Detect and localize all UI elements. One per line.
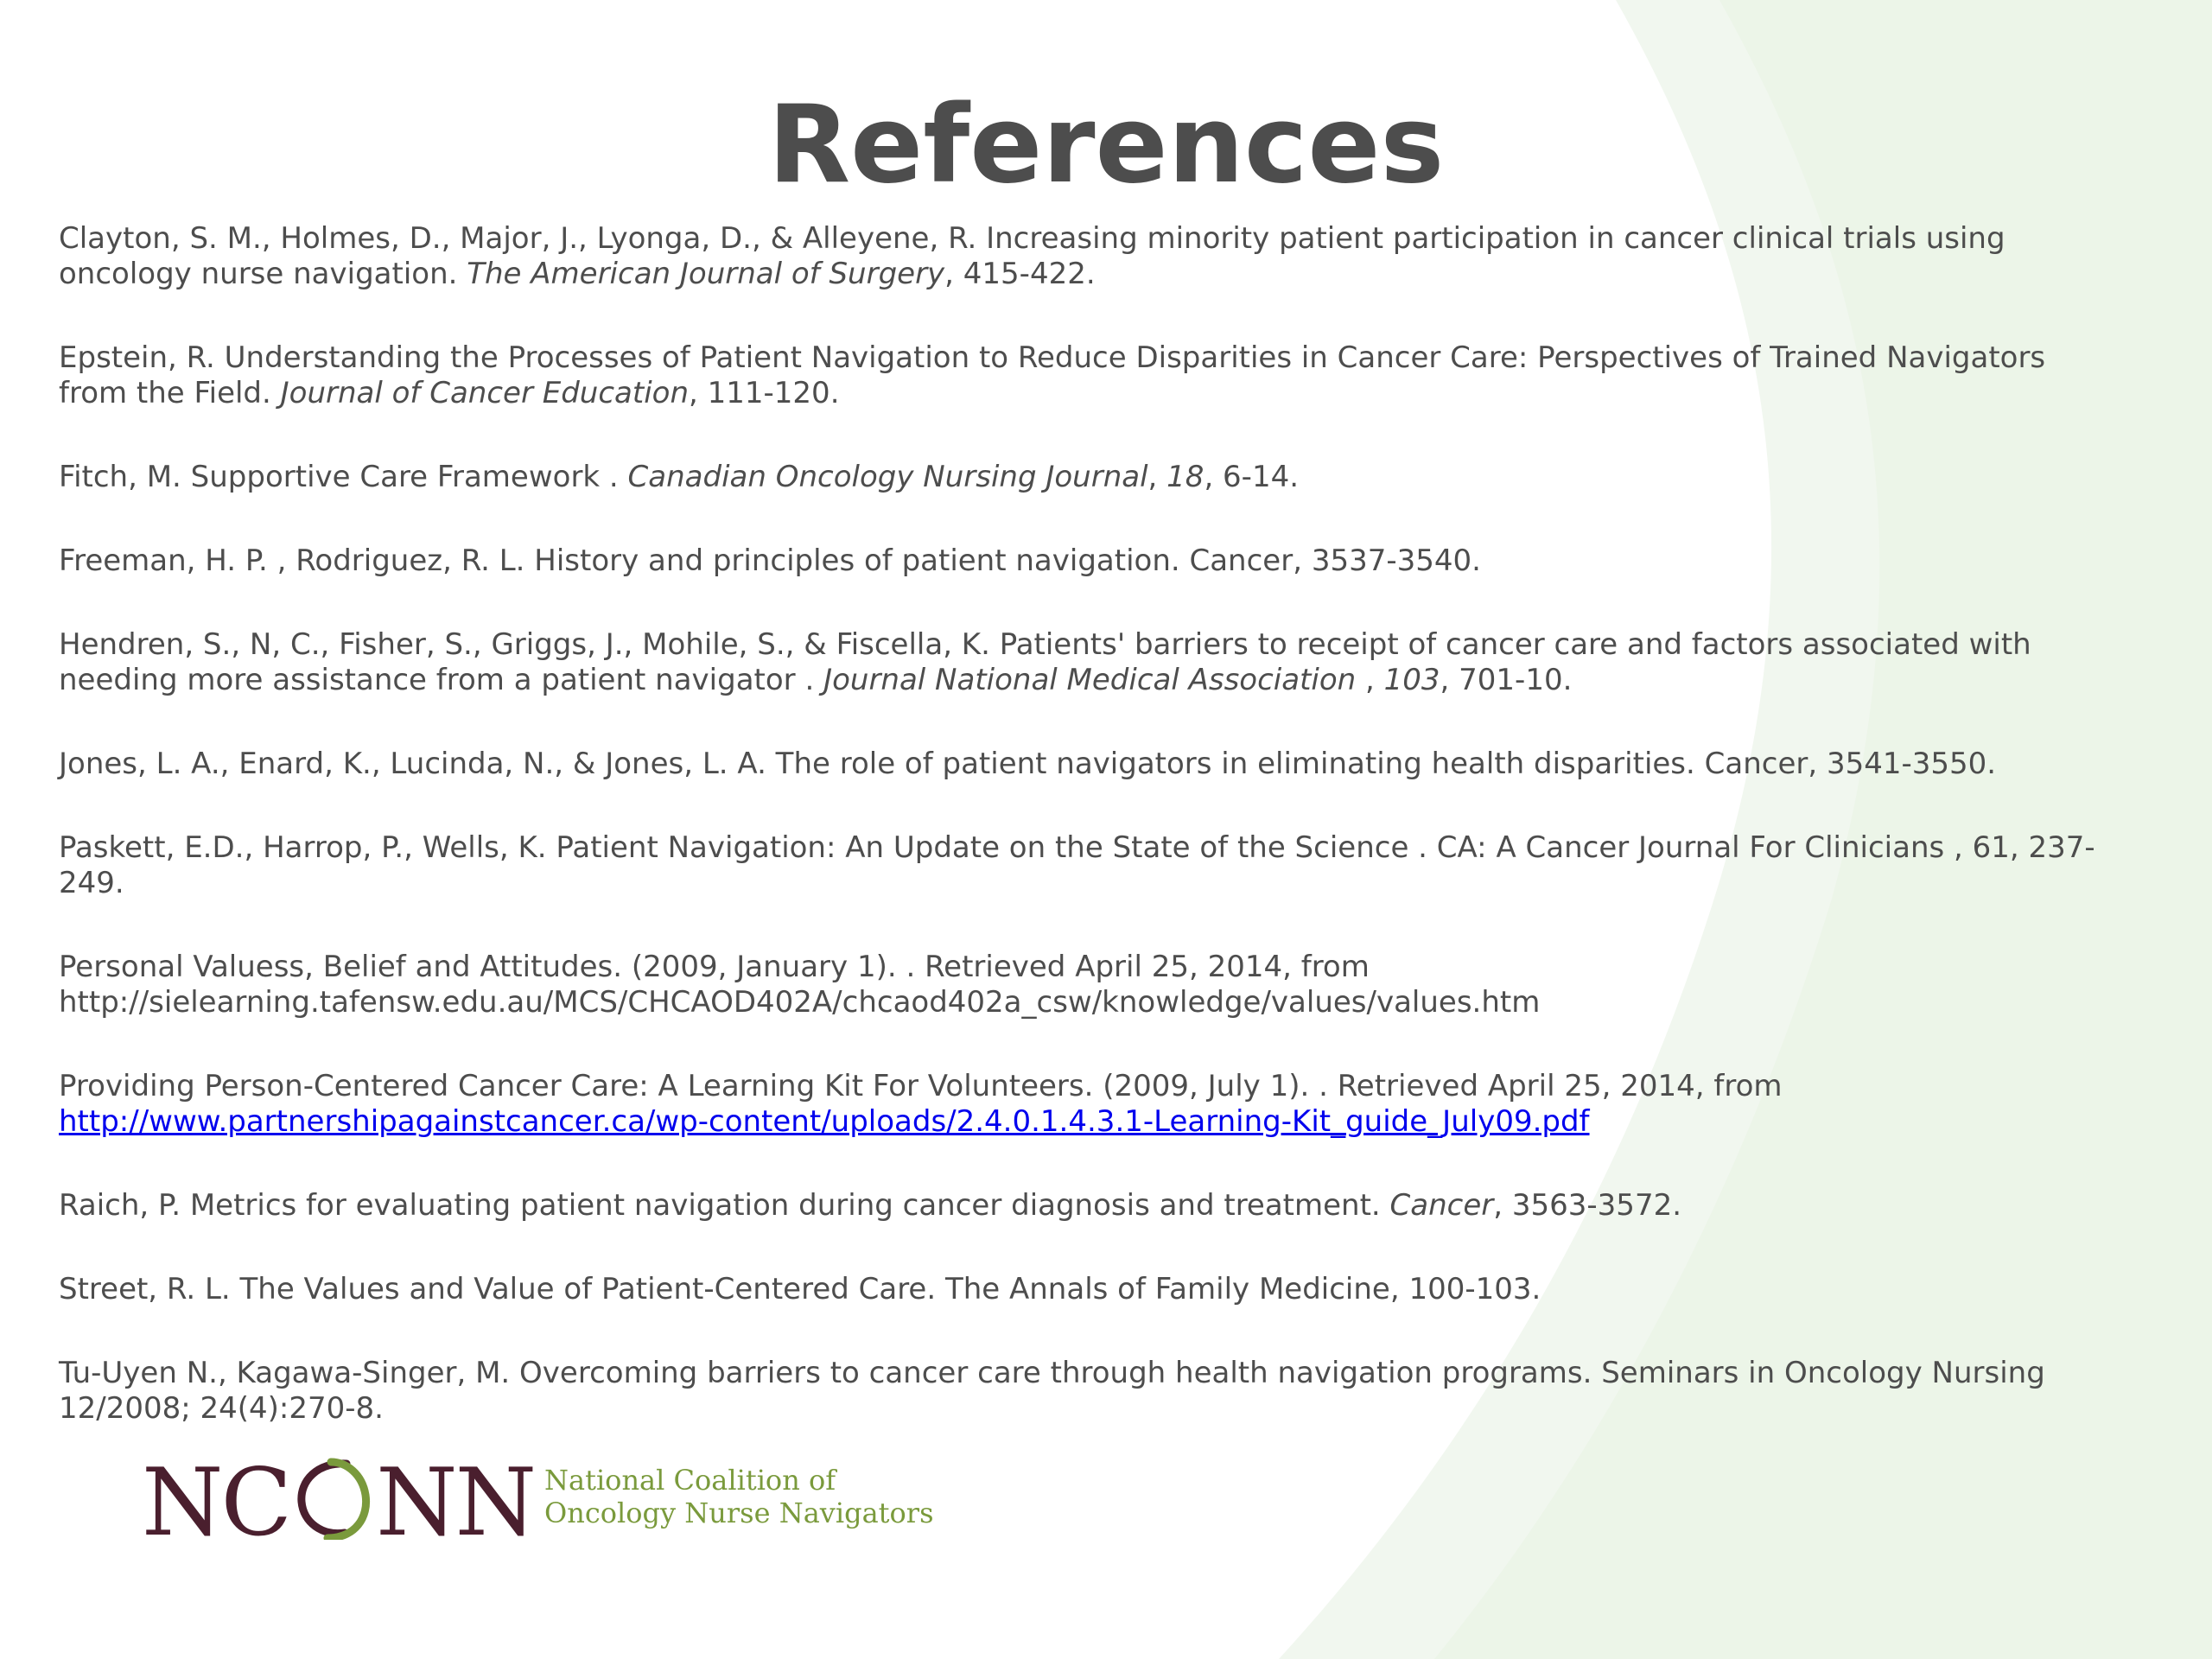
- reference-item: [59, 1188, 2098, 1224]
- reference-item: [59, 1069, 2098, 1140]
- reference-volume: 103: [1383, 663, 1440, 697]
- reference-text: Hendren, S., N, C., Fisher, S., Griggs, J., Mohile, S., & Fiscella, K. Patients' barriers to receipt of cancer care and factors associated with needing more assistance from a patient navigator .: [59, 627, 2031, 697]
- reference-pages: , 701-10.: [1440, 663, 1573, 697]
- reference-text: Personal Valuess, Belief and Attitudes. (2009, January 1). . Retrieved April 25, 2014, from http://sielearning.tafensw.edu.au/MCS/CHCAOD402A/chcaod402a_csw/knowledge/values/values.htm: [59, 950, 1541, 1020]
- reference-item: [59, 627, 2098, 698]
- reference-text: Clayton, S. M., Holmes, D., Major, J., Lyonga, D., & Alleyene, R. Increasing minority patient participation in cancer clinical trials using oncology nurse navigation.: [59, 221, 2005, 291]
- reference-pages: , 415-422.: [944, 257, 1096, 291]
- reference-item: [59, 1356, 2098, 1427]
- reference-text: Paskett, E.D., Harrop, P., Wells, K. Patient Navigation: An Update on the State of the Science . CA: A Cancer Journal For Clinicians , 61, 237-249.: [59, 830, 2095, 900]
- reference-text: Tu-Uyen N., Kagawa-Singer, M. Overcoming barriers to cancer care through health navigation programs. Seminars in Oncology Nursing 12/2008; 24(4):270-8.: [59, 1356, 2045, 1426]
- nconn-logo: [142, 1449, 934, 1557]
- reference-item: [59, 543, 2098, 579]
- reference-text: Fitch, M. Supportive Care Framework .: [59, 460, 628, 494]
- logo-organization-name: [544, 1464, 934, 1529]
- reference-pages: , 6-14.: [1204, 460, 1300, 494]
- references-list: [59, 221, 2098, 1475]
- logo-wordmark: [142, 1449, 535, 1557]
- reference-separator: ,: [1365, 663, 1384, 697]
- logo-name-line-2: Oncology Nurse Navigators: [544, 1497, 934, 1529]
- reference-pages: , 111-120.: [689, 376, 840, 410]
- reference-item: [59, 1272, 2098, 1307]
- reference-item: [59, 340, 2098, 411]
- reference-item: [59, 830, 2098, 901]
- reference-text: Jones, L. A., Enard, K., Lucinda, N., & Jones, L. A. The role of patient navigators in eliminating health disparities. Cancer, 3541-3550.: [59, 747, 1997, 781]
- logo-mark-left: NC: [142, 1449, 290, 1557]
- reference-separator: ,: [1147, 460, 1167, 494]
- slide-title: References: [767, 83, 1445, 207]
- reference-pages: , 3563-3572.: [1493, 1188, 1682, 1223]
- reference-volume: 18: [1166, 460, 1205, 494]
- reference-text: Providing Person-Centered Cancer Care: A Learning Kit For Volunteers. (2009, July 1). . Retrieved April 25, 2014, from: [59, 1069, 1783, 1103]
- reference-item: [59, 747, 2098, 782]
- reference-item: [59, 221, 2098, 292]
- reference-text: Epstein, R. Understanding the Processes of Patient Navigation to Reduce Disparities in Cancer Care: Perspectives of Trained Navigators from the Field.: [59, 340, 2046, 410]
- reference-journal: Cancer: [1389, 1188, 1494, 1223]
- logo-name-line-1: National Coalition of: [544, 1464, 836, 1497]
- reference-text: Freeman, H. P. , Rodriguez, R. L. History and principles of patient navigation. Cancer, 3537-3540.: [59, 543, 1481, 578]
- logo-ring-icon: [293, 1455, 372, 1540]
- reference-journal: Journal National Medical Association: [823, 663, 1366, 697]
- logo-mark-right: NN: [376, 1449, 535, 1557]
- reference-item: [59, 460, 2098, 495]
- reference-text: Street, R. L. The Values and Value of Patient-Centered Care. The Annals of Family Medicine, 100-103.: [59, 1272, 1541, 1306]
- reference-journal: The American Journal of Surgery: [467, 257, 945, 291]
- reference-link[interactable]: http://www.partnershipagainstcancer.ca/wp-content/uploads/2.4.0.1.4.3.1-Learning-Kit_guide_July09.pdf: [59, 1104, 1590, 1139]
- reference-journal: Journal of Cancer Education: [280, 376, 690, 410]
- reference-text: Raich, P. Metrics for evaluating patient navigation during cancer diagnosis and treatment.: [59, 1188, 1390, 1223]
- reference-journal: Canadian Oncology Nursing Journal: [627, 460, 1148, 494]
- reference-item: [59, 950, 2098, 1020]
